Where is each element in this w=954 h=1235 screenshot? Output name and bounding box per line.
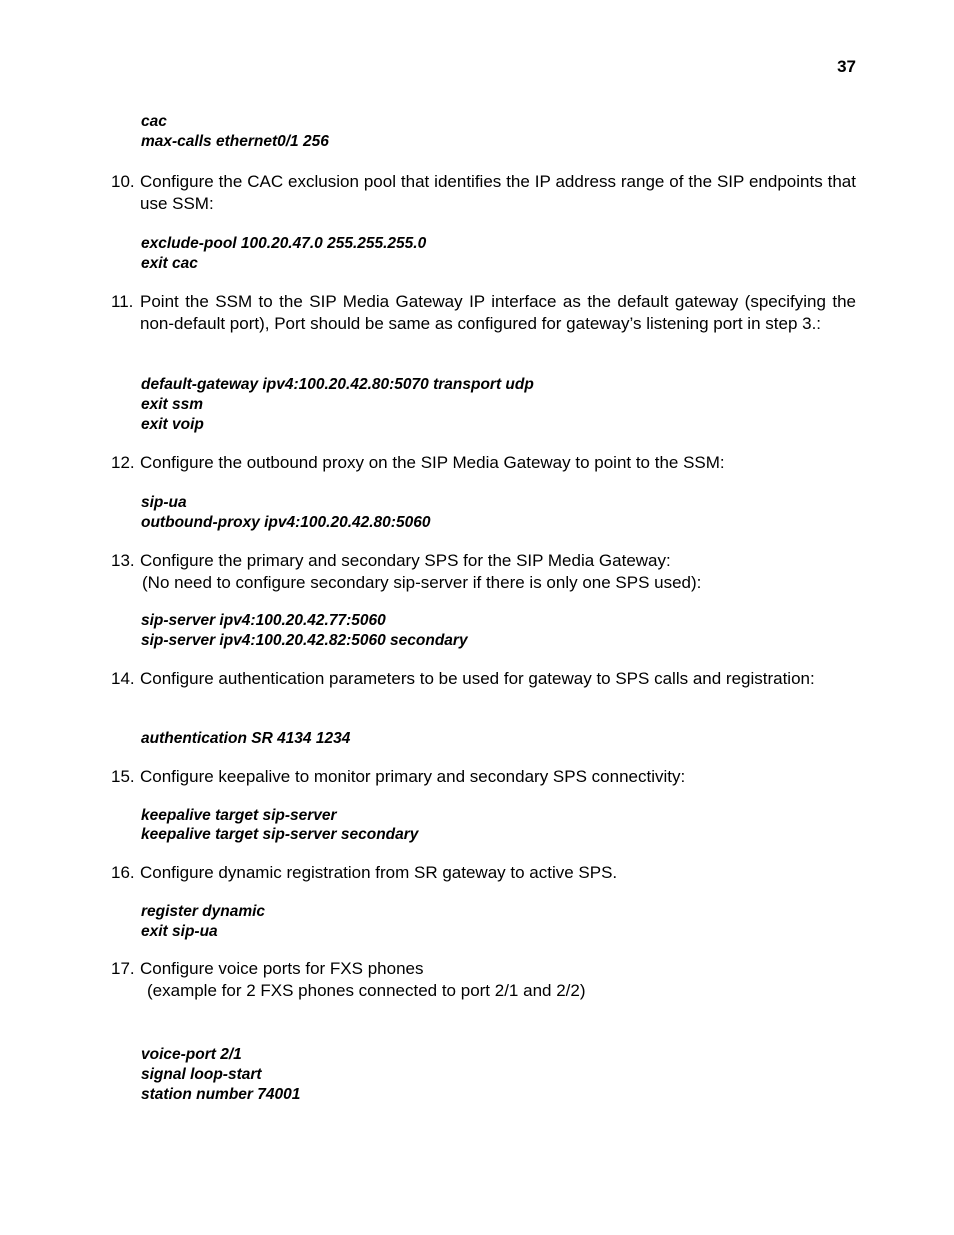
step-text: Configure keepalive to monitor primary and secondary SPS connectivity: [140,767,686,786]
step-text: Configure voice ports for FXS phones [140,959,424,978]
command-line: voice-port 2/1 [141,1046,242,1063]
step-text: Configure dynamic registration from SR gateway to active SPS. [140,863,618,882]
step-number: 13. [111,551,135,570]
step-note: (example for 2 FXS phones connected to port 2/1 and 2/2) [147,981,586,1000]
step-text: Configure the CAC exclusion pool that identifies the IP address range of the SIP endpoints that use SSM: [140,172,856,213]
step-number: 12. [111,453,135,472]
command-line: authentication SR 4134 1234 [141,730,351,747]
step-text: Configure authentication parameters to be used for gateway to SPS calls and registration: [140,669,815,688]
step-number: 15. [111,767,135,786]
command-line: exit ssm [141,396,204,413]
command-line: keepalive target sip-server [141,807,337,824]
page-number: 37 [837,57,856,76]
step-text: Point the SSM to the SIP Media Gateway IP interface as the default gateway (specifying the non-default port), Port should be same as configured for gateway’s listening port in step 3.: [140,292,856,333]
command-line: exit voip [141,416,204,433]
command-line: signal loop-start [141,1066,262,1083]
command-line: outbound-proxy ipv4:100.20.42.80:5060 [141,514,431,531]
command-line: sip-ua [141,494,187,511]
command-line: station number 74001 [141,1086,301,1103]
command-line: register dynamic [141,903,266,920]
command-line: exit cac [141,255,198,272]
command-line: cac [141,113,167,130]
command-line: default-gateway ipv4:100.20.42.80:5070 transport udp [141,376,534,393]
step-text: Configure the primary and secondary SPS for the SIP Media Gateway: [140,551,671,570]
step-number: 10. [111,172,135,191]
command-line: keepalive target sip-server secondary [141,826,419,843]
command-line: max-calls ethernet0/1 256 [141,133,329,150]
step-number: 11. [111,292,134,311]
command-line: sip-server ipv4:100.20.42.82:5060 secondary [141,632,468,649]
command-line: exit sip-ua [141,923,218,940]
command-line: sip-server ipv4:100.20.42.77:5060 [141,612,386,629]
step-number: 14. [111,669,135,688]
step-number: 17. [111,959,135,978]
step-text: Configure the outbound proxy on the SIP Media Gateway to point to the SSM: [140,453,725,472]
command-line: exclude-pool 100.20.47.0 255.255.255.0 [141,235,427,252]
step-note: (No need to configure secondary sip-server if there is only one SPS used): [142,573,702,592]
step-number: 16. [111,863,135,882]
